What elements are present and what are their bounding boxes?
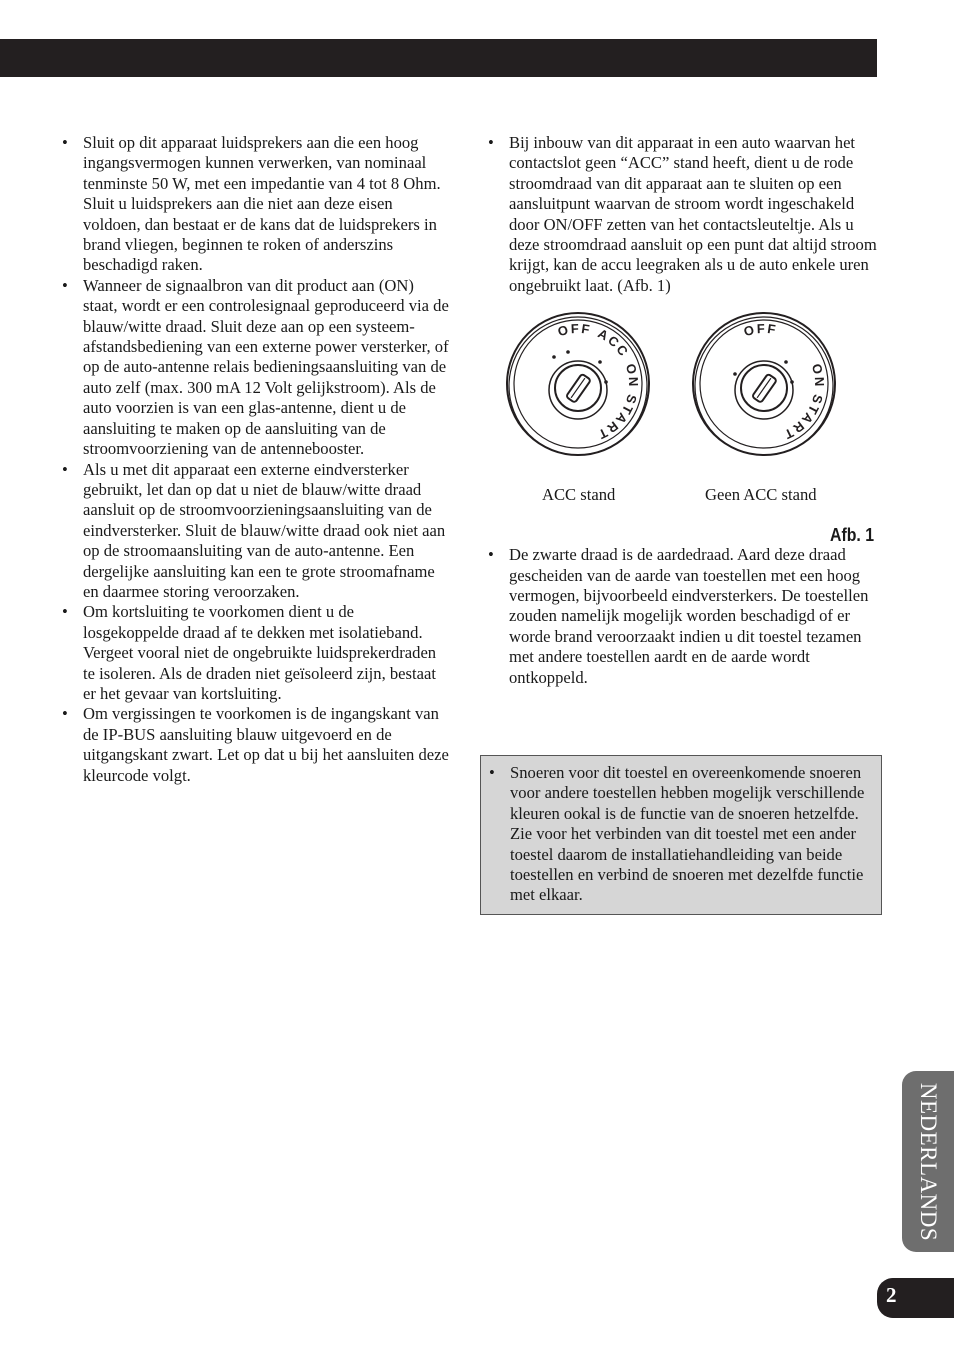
list-item — [62, 704, 452, 786]
bullet-icon: • — [488, 133, 494, 152]
list-item-text: Sluit op dit apparaat luidsprekers aan die een hoog ingangsvermogen kunnen verwerken, van nominaal tenminste 50 W, met een impedantie van 4 tot 8 Ohm. Sluit u luidsprekers aan die niet aan deze eisen voldoen, dan bestaat er de kans dat de luidsprekers in brand vliegen, beginnen te roken of anderszins beschadigd raken. — [83, 133, 441, 275]
bullet-icon: • — [62, 459, 68, 479]
language-tab — [902, 1071, 954, 1252]
switch-label-start: START — [780, 392, 826, 444]
bullet-icon: • — [62, 275, 68, 295]
figure-label: Afb. 1 — [829, 525, 874, 546]
switch-label-on: ON — [808, 362, 828, 389]
list-item — [62, 133, 452, 276]
list-item — [62, 460, 452, 603]
ignition-figure — [488, 310, 880, 545]
note-item-text: Snoeren voor dit toestel en overeenkomende snoeren voor andere toestellen hebben mogelijk verschillende kleuren ookal is de functie van de snoeren hetzelfde. Zie voor het verbinden van dit toestel met een ander toestel daarom de installatiehandleiding van beide toestellen en verbind de snoeren met dezelfde functie met elkaar. — [510, 763, 865, 905]
list-item — [62, 276, 452, 460]
language-tab-label: NEDERLANDS — [916, 1082, 941, 1241]
bullet-icon: • — [62, 602, 68, 622]
list-item — [488, 133, 880, 296]
list-item-text: Als u met dit apparaat een externe eindversterker gebruikt, let dan op dat u niet de blauw/witte draad aansluit op de stroomvoorzieningsaansluiting van de eindversterker. Sluit de blauw/witte draad ook niet aan op de stroomaansluiting van de auto-antenne. Een dergelijke aansluiting kan een te grote stroomafname en daarmee storing veroorzaken. — [83, 459, 446, 601]
acc-item-text: Bij inbouw van dit apparaat in een auto waarvan het contactslot geen “ACC” stand heeft, dient u de rode stroomdraad van dit apparaat aan te sluiten op een aansluitpunt waarvan de stroom wordt ingeschakeld door ON/OFF zetten van het contactsleuteltje. Als u deze stroomdraad aansluit op een punt dat altijd stroom krijgt, kan de accu leegraken als u de auto enkele uren ongebruikt laat. (Afb. 1) — [509, 133, 877, 295]
switch-label-off: OFF — [742, 321, 779, 340]
list-item — [488, 545, 880, 688]
ground-list — [488, 545, 880, 688]
bullet-icon: • — [489, 763, 495, 782]
left-column — [62, 133, 452, 786]
right-column — [488, 133, 880, 688]
caption-acc: ACC stand — [542, 485, 616, 505]
note-list — [489, 763, 869, 906]
bullet-icon: • — [488, 545, 494, 565]
switch-label-start: START — [594, 392, 640, 444]
list-item-text: Wanneer de signaalbron van dit product aan (ON) staat, wordt er een controlesignaal geproduceerd via de blauw/witte draad. Sluit deze aan op een systeem-afstandsbediening van een externe power versterker, of op de auto-antenne relais bedieningsaansluiting van de auto zelf (max. 300 mA 12 Volt gelijkstroom). Als de auto voorzien is van een glas-antenne, dient u de aansluiting te maken op de aansluiting van de stroomvoorziening van de antennebooster. — [83, 275, 449, 459]
ground-item-text: De zwarte draad is de aardedraad. Aard deze draad gescheiden van de aarde van toestellen met een hoog vermogen, bijvoorbeeld eindversterkers. De toestellen zouden namelijk mogelijk worden beschadigd of er worde brand veroorzaakt indien u dit toestel tezamen met andere toestellen aardt en de aarde wordt ontkoppeld. — [509, 545, 869, 687]
switch-label-off: OFF — [556, 321, 593, 340]
list-item-text: Om kortsluiting te voorkomen dient u de losgekoppelde draad af te dekken met isolatieband. Vergeet vooral niet de ongebruikte luidsprekerdraden te isoleren. Als de draden niet geïsoleerd zijn, bestaat er het gevaar van kortsluiting. — [83, 602, 437, 703]
acc-list — [488, 133, 880, 296]
switch-label-on: ON — [622, 362, 642, 389]
header-bar — [0, 39, 877, 77]
ignition-switch-no-acc — [690, 310, 838, 458]
page-number-tab — [877, 1278, 954, 1318]
bullet-icon: • — [62, 133, 68, 152]
list-item — [62, 602, 452, 704]
switch-label-acc: ACC — [595, 325, 633, 361]
note-box — [480, 755, 882, 915]
list-item-text: Om vergissingen te voorkomen is de ingangskant van de IP-BUS aansluiting blauw uitgevoerd en de uitgangskant zwart. Let op dat u bij het aansluiten deze kleurcode volgt. — [83, 704, 449, 785]
page-number: 2 — [886, 1283, 897, 1307]
bullet-icon: • — [62, 704, 68, 724]
ignition-switch-acc — [504, 310, 652, 458]
caption-no-acc: Geen ACC stand — [705, 485, 817, 505]
precautions-list — [62, 133, 452, 786]
list-item — [489, 763, 869, 906]
